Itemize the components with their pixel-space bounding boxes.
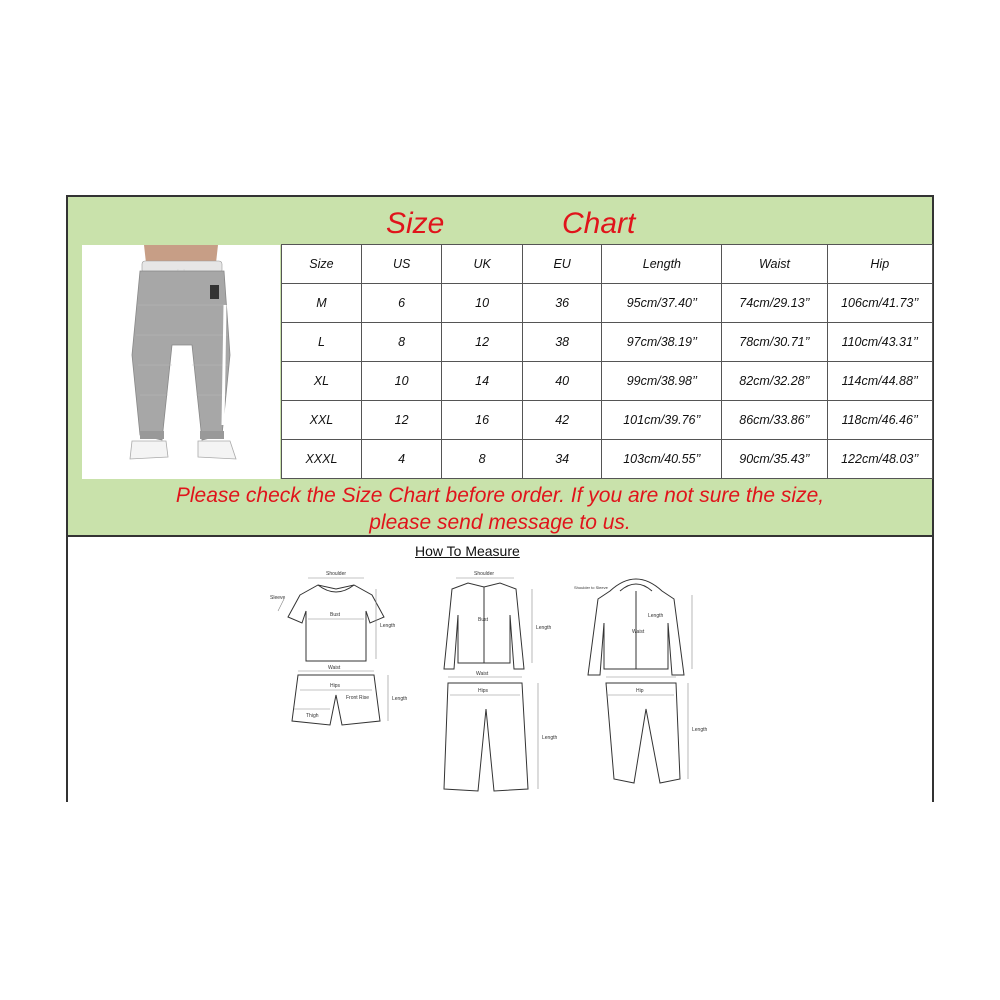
cell-uk: 16 xyxy=(442,401,523,440)
title-word-size: Size xyxy=(386,207,445,240)
size-chart-frame xyxy=(66,195,934,802)
cell-waist: 74cm/29.13’’ xyxy=(722,284,827,323)
header-us: US xyxy=(361,245,442,284)
cell-hip: 122cm/48.03’’ xyxy=(827,440,932,479)
table-row xyxy=(282,440,933,479)
cell-size: L xyxy=(282,323,362,362)
cell-us: 6 xyxy=(361,284,442,323)
cell-us: 4 xyxy=(361,440,442,479)
header-hip: Hip xyxy=(827,245,932,284)
label-hoodie-length: Length xyxy=(648,613,664,619)
pants-drawing xyxy=(444,677,538,791)
cell-waist: 86cm/33.86’’ xyxy=(722,401,827,440)
header-size: Size xyxy=(282,245,362,284)
label-shirt-length: Length xyxy=(536,625,552,631)
cell-uk: 14 xyxy=(442,362,523,401)
tshirt-drawing xyxy=(278,578,384,661)
cell-hip: 110cm/43.31’’ xyxy=(827,323,932,362)
label-tshirt-bust: Bust xyxy=(330,612,341,618)
table-row xyxy=(282,323,933,362)
measurement-diagram xyxy=(256,559,730,797)
cell-uk: 10 xyxy=(442,284,523,323)
cell-size: XXL xyxy=(282,401,362,440)
joggers-drawing xyxy=(606,677,688,783)
cell-waist: 90cm/35.43’’ xyxy=(722,440,827,479)
label-shorts-thigh: Thigh xyxy=(306,713,319,719)
title-word-chart: Chart xyxy=(562,207,636,240)
cell-uk: 12 xyxy=(442,323,523,362)
hoodie-drawing xyxy=(588,579,692,675)
cell-length: 103cm/40.55’’ xyxy=(602,440,722,479)
cell-size: XXXL xyxy=(282,440,362,479)
cell-length: 101cm/39.76’’ xyxy=(602,401,722,440)
pants-patch xyxy=(210,285,219,299)
label-shorts-waist: Waist xyxy=(328,665,341,671)
shirt-drawing xyxy=(444,578,532,669)
cell-uk: 8 xyxy=(442,440,523,479)
label-shorts-length: Length xyxy=(392,696,408,702)
size-notice xyxy=(68,482,932,536)
header-waist: Waist xyxy=(722,245,827,284)
header-length: Length xyxy=(602,245,722,284)
cell-hip: 106cm/41.73’’ xyxy=(827,284,932,323)
shoe-left xyxy=(130,441,168,459)
cell-us: 8 xyxy=(361,323,442,362)
notice-line-1: Please check the Size Chart before order. If you are not sure the size, xyxy=(175,484,825,507)
table-row xyxy=(282,401,933,440)
cell-waist: 82cm/32.28’’ xyxy=(722,362,827,401)
how-to-measure-title: How To Measure xyxy=(415,543,520,559)
label-tshirt-shoulder: Shoulder xyxy=(326,571,347,577)
table-row xyxy=(282,284,933,323)
label-pants-length: Length xyxy=(542,735,558,741)
cell-length: 95cm/37.40’’ xyxy=(602,284,722,323)
header-uk: UK xyxy=(442,245,523,284)
cell-eu: 36 xyxy=(522,284,602,323)
label-tshirt-sleeve: Sleeve xyxy=(270,595,286,601)
label-shorts-hips: Hips xyxy=(330,683,341,689)
label-tshirt-length: Length xyxy=(380,623,396,629)
cell-us: 10 xyxy=(361,362,442,401)
header-eu: EU xyxy=(522,245,602,284)
label-shorts-front-rise: Front Rise xyxy=(346,695,370,701)
model-photo-jogger-pants xyxy=(82,245,280,479)
cell-us: 12 xyxy=(361,401,442,440)
how-to-measure-panel xyxy=(68,535,932,802)
notice-line-2: please send message to us. xyxy=(369,511,631,534)
cell-eu: 34 xyxy=(522,440,602,479)
cell-length: 99cm/38.98’’ xyxy=(602,362,722,401)
cell-eu: 42 xyxy=(522,401,602,440)
cell-length: 97cm/38.19’’ xyxy=(602,323,722,362)
label-joggers-hip: Hip xyxy=(636,688,644,694)
label-pants-hips: Hips xyxy=(478,688,489,694)
label-hoodie-shoulder-to-sleeve: Shoulder to Sleeve xyxy=(574,585,608,590)
cell-eu: 40 xyxy=(522,362,602,401)
size-chart-panel xyxy=(68,197,932,535)
cell-hip: 114cm/44.88’’ xyxy=(827,362,932,401)
cell-size: XL xyxy=(282,362,362,401)
shoe-right xyxy=(198,441,236,459)
table-row xyxy=(282,362,933,401)
label-hoodie-waist: Waist xyxy=(632,629,645,635)
cell-waist: 78cm/30.71’’ xyxy=(722,323,827,362)
label-pants-waist: Waist xyxy=(476,671,489,677)
label-shirt-bust: Bust xyxy=(478,617,489,623)
size-table xyxy=(281,244,933,479)
cell-hip: 118cm/46.46’’ xyxy=(827,401,932,440)
cell-size: M xyxy=(282,284,362,323)
cell-eu: 38 xyxy=(522,323,602,362)
model-torso xyxy=(144,245,218,263)
table-header-row xyxy=(282,245,933,284)
label-joggers-length: Length xyxy=(692,727,708,733)
label-shirt-shoulder: Shoulder xyxy=(474,571,495,577)
chart-title xyxy=(68,207,932,247)
